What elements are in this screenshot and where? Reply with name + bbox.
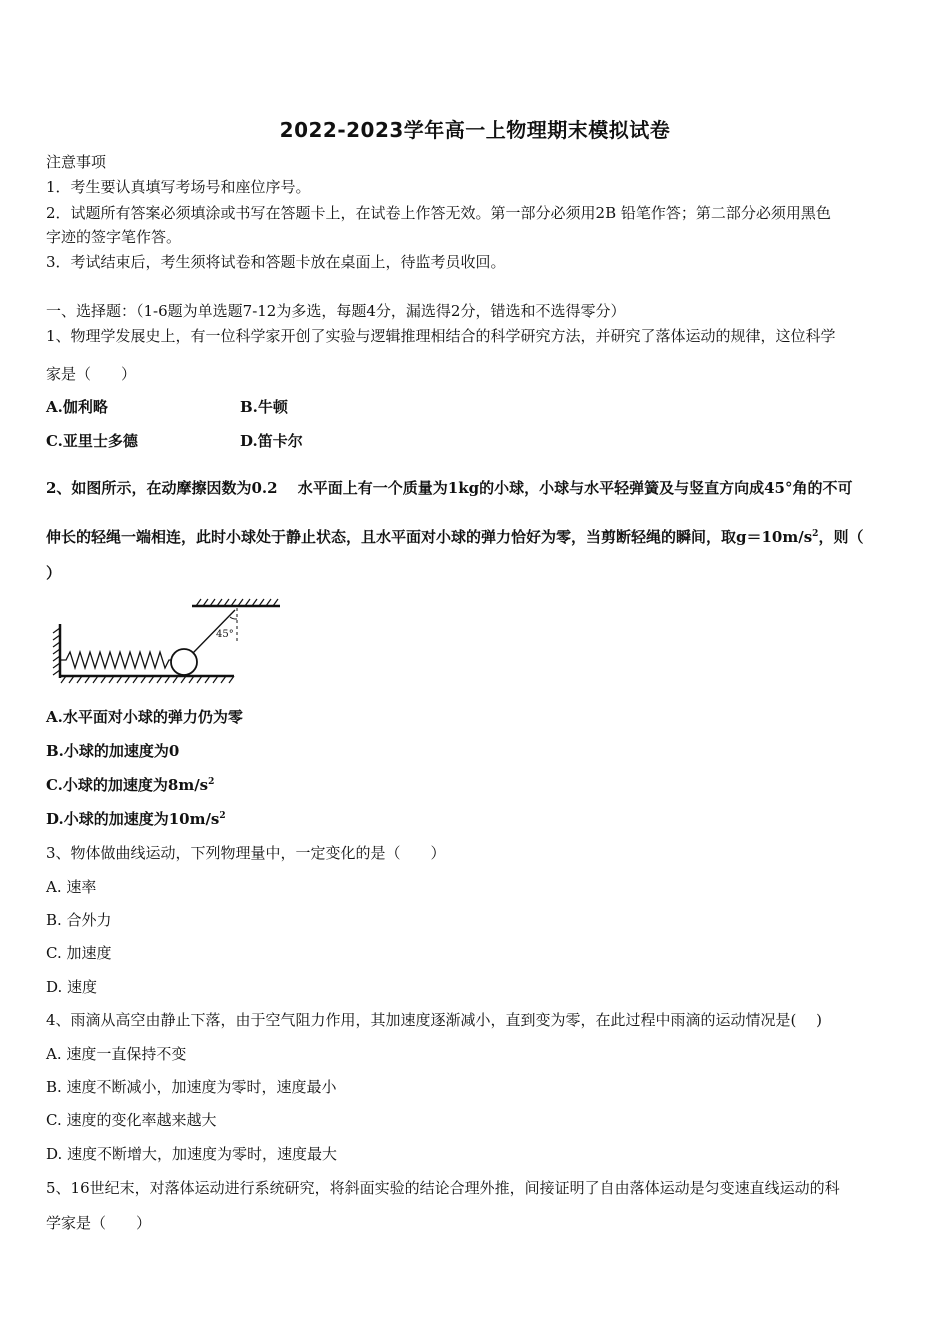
question-1-stem: 1、物理学发展史上，有一位科学家开创了实验与逻辑推理相结合的科学研究方法，并研究了落体运动的规律，这位科学 [46,327,836,345]
question-3-option-b: B. 合外力 [46,911,112,929]
angle-label: 45° [216,629,234,640]
notice-item: 字迹的签字笔作答。 [46,228,182,246]
question-2-option-c: C.小球的加速度为$8m/s^2$ [46,776,215,794]
question-3-option-d: D. 速度 [46,978,98,996]
question-1-option-d: D.笛卡尔 [240,432,303,450]
question-1-option-c: C.亚里士多德 [46,432,138,450]
notice-item: 3．考试结束后，考生须将试卷和答题卡放在桌面上，待监考员收回。 [46,253,506,271]
question-2-stem-end: ） [46,564,62,582]
question-2-option-b: B.小球的加速度为0 [46,742,180,760]
question-2-stem-cont: 伸长的轻绳一端相连，此时小球处于静止状态，且水平面对小球的弹力恰好为零，当剪断轻绳的瞬间，取$g=10m/s^2$，则（ [46,528,864,546]
question-1-stem-cont: 家是（ ） [46,365,137,383]
notice-item: 1．考生要认真填写考场号和座位序号。 [46,178,311,196]
notice-heading: 注意事项 [46,153,107,171]
question-2-option-a: A.水平面对小球的弹力仍为零 [46,708,243,726]
notice-item: 2．试题所有答案必须填涂或书写在答题卡上，在试卷上作答无效。第一部分必须用2B 铅笔作答；第二部分必须用黑色 [46,204,831,222]
section-heading: 一、选择题：（1-6题为单选题7-12为多选，每题4分，漏选得2分，错选和不选得零分） [46,302,626,320]
question-1-option-a: A.伽利略 [46,398,108,416]
question-2-option-d: D.小球的加速度为$10m/s^2$ [46,810,226,828]
question-1-option-b: B.牛顿 [240,398,288,416]
question-4-option-a: A. 速度一直保持不变 [46,1045,187,1063]
question-4-option-d: D. 速度不断增大，加速度为零时，速度最大 [46,1145,338,1163]
question-4-option-b: B. 速度不断减小，加速度为零时，速度最小 [46,1078,337,1096]
question-3-option-c: C. 加速度 [46,944,112,962]
page-title: 2022-2023学年高一上物理期末模拟试卷 [279,118,671,142]
question-3-option-a: A. 速率 [46,878,97,896]
question-5-stem-cont: 学家是（ ） [46,1214,152,1232]
question-5-stem: 5、16世纪末，对落体运动进行系统研究，将斜面实验的结论合理外推，间接证明了自由落体运动是匀变速直线运动的科 [46,1179,840,1197]
spring-ball-diagram [44,596,294,688]
question-3-stem: 3、物体做曲线运动，下列物理量中，一定变化的是（ ） [46,844,446,862]
question-2-stem: 2、如图所示，在动摩擦因数为0.2 水平面上有一个质量为1kg的小球，小球与水平轻弹簧及与竖直方向成45°角的不可 [46,479,853,497]
question-4-stem: 4、雨滴从高空由静止下落，由于空气阻力作用，其加速度逐渐减小，直到变为零，在此过程中雨滴的运动情况是( ) [46,1011,823,1029]
question-4-option-c: C. 速度的变化率越来越大 [46,1111,217,1129]
